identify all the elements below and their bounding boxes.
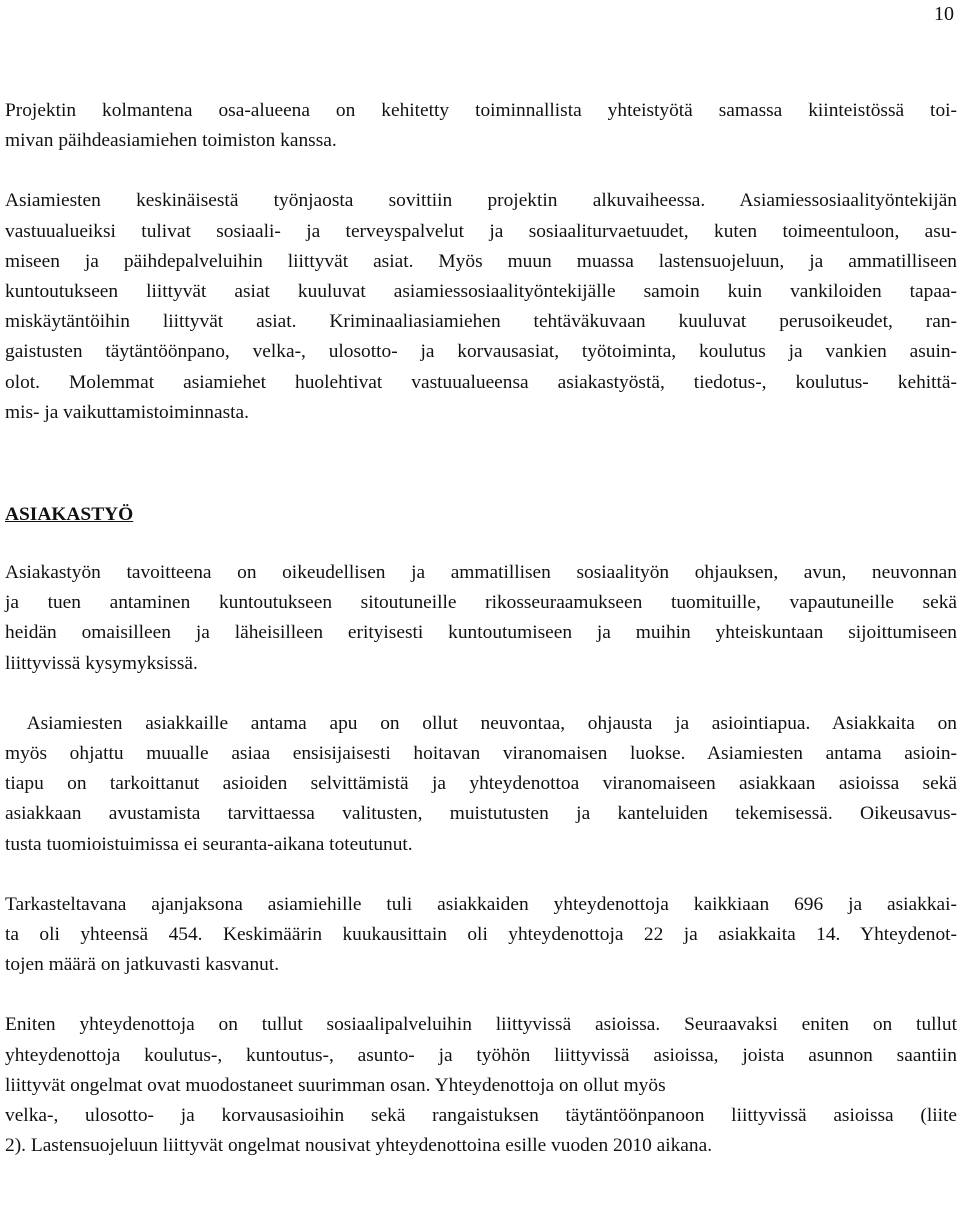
document-body (5, 96, 957, 1161)
section-heading: ASIAKASTYÖ (5, 504, 134, 526)
text-line: liittyvät ongelmat ovat muodostaneet suurimman osan. Yhteydenottoja on ollut myös (5, 1074, 666, 1096)
text-line: velka-, ulosotto- ja korvausasioihin sekä rangaistuksen täytäntöönpanoon liittyvissä asioissa (liite (5, 1105, 957, 1127)
text-line: Asiakastyön tavoitteena on oikeudellisen ja ammatillisen sosiaalityön ohjauksen, avun, neuvonnan (5, 562, 957, 584)
paragraph-statistics (5, 890, 957, 981)
text-line: myös ohjattu muualle asiaa ensisijaisesti hoitavan viranomaisen luokse. Asiamiesten antama asioin- (5, 743, 957, 765)
text-line: tiapu on tarkoittanut asioiden selvittämistä ja yhteydenottoa viranomaiseen asiakkaan asioissa sekä (5, 773, 957, 795)
text-line: ja tuen antaminen kuntoutukseen sitoutuneille rikosseuraamukseen tuomituille, vapautuneille sekä (5, 592, 957, 614)
text-line: Asiamiesten keskinäisestä työnjaosta sovittiin projektin alkuvaiheessa. Asiamiessosiaalityöntekijän (5, 190, 957, 212)
text-line: Tarkasteltavana ajanjaksona asiamiehille tuli asiakkaiden yhteydenottoja kaikkiaan 696 ja asiakkai- (5, 893, 957, 915)
text-line: liittyvissä kysymyksissä. (5, 652, 198, 674)
text-line: Eniten yhteydenottoja on tullut sosiaalipalveluihin liittyvissä asioissa. Seuraavaksi eniten on tullut (5, 1014, 957, 1036)
text-line: 2). Lastensuojeluun liittyvät ongelmat nousivat yhteydenottoina esille vuoden 2010 aikana. (5, 1135, 713, 1157)
text-line: olot. Molemmat asiamiehet huolehtivat vastuualueensa asiakastyöstä, tiedotus-, koulutus- kehittä- (5, 371, 957, 393)
text-line: asiakkaan avustamista tarvittaessa valitusten, muistutusten ja kanteluiden tekemisessä. Oikeusavus- (5, 803, 957, 825)
text-line: miseen ja päihdepalveluihin liittyvät asiat. Myös muun muassa lastensuojeluun, ja ammatilliseen (5, 250, 957, 272)
text-line: mivan päihdeasiamiehen toimiston kanssa. (5, 130, 337, 152)
paragraph-client-work-goal (5, 558, 957, 679)
text-line: kuntoutukseen liittyvät asiat kuuluvat asiamiessosiaalityöntekijälle samoin kuin vankiloiden tapaa- (5, 281, 957, 303)
text-line: gaistusten täytäntöönpano, velka-, ulosotto- ja korvausasiat, työtoiminta, koulutus ja vankien asuin- (5, 341, 957, 363)
text-line: ta oli yhteensä 454. Keskimäärin kuukausittain oli yhteydenottoja 22 ja asiakkaita 14. Yhteydenot- (5, 924, 957, 946)
text-line: mis- ja vaikuttamistoiminnasta. (5, 401, 249, 423)
text-line: tusta tuomioistuimissa ei seuranta-aikana toteutunut. (5, 833, 413, 855)
page-number: 10 (934, 3, 954, 25)
paragraph-division-of-work (5, 186, 957, 428)
paragraph-assistance (5, 709, 957, 860)
text-line: Asiamiesten asiakkaille antama apu on ollut neuvontaa, ohjausta ja asiointiapua. Asiakkaita on (5, 712, 957, 734)
text-line: miskäytäntöihin liittyvät asiat. Kriminaaliasiamiehen tehtäväkuvaan kuuluvat perusoikeudet, ran- (5, 311, 957, 333)
text-line: yhteydenottoja koulutus-, kuntoutus-, asunto- ja työhön liittyvissä asioissa, joista asunnon saantiin (5, 1044, 957, 1066)
text-line: vastuualueiksi tulivat sosiaali- ja terveyspalvelut ja sosiaaliturvaetuudet, kuten toimeentuloon, asu- (5, 220, 957, 242)
text-line: heidän omaisilleen ja läheisilleen erityisesti kuntoutumiseen ja muihin yhteiskuntaan sijoittumiseen (5, 622, 957, 644)
paragraph-contact-topics (5, 1010, 957, 1161)
text-line: Projektin kolmantena osa-alueena on kehitetty toiminnallista yhteistyötä samassa kiinteistössä toi- (5, 100, 957, 121)
paragraph-cooperation (5, 96, 957, 156)
text-line: tojen määrä on jatkuvasti kasvanut. (5, 954, 280, 976)
